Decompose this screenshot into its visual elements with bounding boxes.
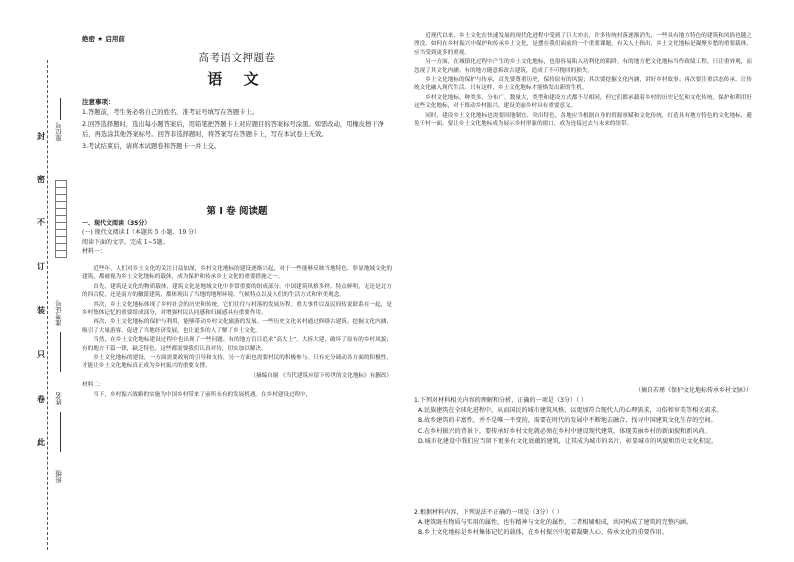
seat-number-field[interactable]: 座位号 [55, 122, 63, 142]
subsection-heading: (一) 现代文阅读 I（本题共 5 小题，19 分） [82, 229, 201, 237]
note-item: 3.考试结束后，请将本试题卷和答题卡一并上交。 [82, 143, 221, 150]
seal-char: 订 [37, 261, 45, 271]
paragraph: 近些年，人们对乡土文化的关注日益加深，乡村文化地标的建设逐渐兴起，对于一些能够反映当地特色、彰显地域文化的建筑，都被视为乡土文化地标的载体，成为保护和传承乡土文化的重要措施之一。 [82, 266, 392, 281]
seal-char: 只 [37, 349, 45, 359]
binding-margin [0, 0, 70, 562]
question-stem: 1.下列对材料相关内容的理解和分析，正确的一项是（3分）（ ） [414, 397, 588, 404]
admission-number-field[interactable]: 准考证号 [55, 300, 63, 326]
paragraph: 乡村文化地标，种类多，分布广，数量大，类型和建设方式都不尽相同，但它们都承载着乡村的历史记忆和文化传统。保护和利用好这些文化地标，对于推动乡村振兴、建设美丽乡村具有重要意义。 [414, 94, 752, 110]
material-one-text [82, 265, 392, 400]
fill-line [60, 98, 61, 120]
admission-number-grid[interactable] [55, 180, 67, 258]
fill-line [60, 412, 61, 452]
paragraph: 另一方面，在城镇化过程中产生的乡土文化地标，也很容易陷入功利化的陷阱。有的地方把文化地标当作政绩工程，只注重外观，而忽视了其文化内涵；有的地方随意拆改古建筑，造成了不可挽回的损失。 [414, 59, 752, 74]
answer-option-a[interactable]: A.建筑既有物质与实用的属性，也有精神与文化的属性，二者相辅相成，共同构成了建筑的完整内涵。 [418, 519, 693, 527]
subject-title: 语 文 [207, 70, 267, 88]
paragraph: 首先，建筑是文化的物质载体，建筑文化是地域文化中非常重要的组成部分。中国建筑风格多样、特点鲜明，无论是北方的四合院，还是南方的徽派建筑，都体现出了当地的地理环境、气候特点以及人们的生活方式和审美观念。 [82, 283, 392, 299]
question-1 [414, 396, 752, 447]
seal-line [47, 60, 48, 550]
note-item: 1.答题前，考生务必将自己的姓名、准考证号填写在答题卡上。 [82, 109, 259, 116]
question-stem: 2.根据材料内容，下列说法不正确的一项是（3分）（ ） [414, 509, 563, 516]
paragraph: 乡土文化地标的建设，一方面需要政府的引导和支持，另一方面也需要村民的积极参与。只有充分调动各方面的积极性，才能让乡土文化地标真正成为乡村振兴的重要支撑。 [82, 355, 392, 370]
material-label: 材料二： [82, 382, 105, 389]
part-heading: 第 I 卷 阅读题 [206, 206, 268, 217]
paragraph: 同时，建设乡土文化地标也需要因地制宜、突出特色。各地应当根据自身的资源禀赋和文化传统，打造具有地方特色的文化地标，避免千村一面。要让乡土文化地标成为展示乡村形象的窗口，成为连接过去与未来的纽带。 [414, 112, 752, 128]
paragraph: 其次，乡土文化地标体现了乡村社会的历史和传统。它们往往与村落的发展历程、重大事件以及民间传说联系在一起，是乡村集体记忆的重要组成部分，对增强村民认同感和归属感具有重要作用。 [82, 301, 392, 317]
section-intro [82, 219, 392, 257]
class-field[interactable]: 班级 [55, 470, 63, 483]
notes-list [82, 108, 392, 154]
answer-option-a[interactable]: A.民族建筑在全球化进程中，从而国民的城市建筑风格，以更加符合现代人的心理需求，习俗和审美等相关需求。 [418, 407, 723, 415]
name-field[interactable]: 姓名 [55, 392, 63, 405]
seal-char: 装 [37, 305, 45, 315]
paragraph: 再次，乡土文化地标的保护与利用，能够带动乡村文化旅游的发展。一些历史文化名村通过修缮古建筑、挖掘文化内涵，吸引了大量游客，促进了当地经济发展，也让更多的人了解了乡土文化。 [82, 319, 392, 334]
source-citation: （摘编自谢 《当代建筑应留下传世的文化地标》有删改） [250, 372, 392, 379]
fill-line [60, 332, 61, 372]
seal-char: 此 [37, 437, 45, 447]
question-2 [414, 508, 752, 539]
answer-option-b[interactable]: B.乡土文化地标是乡村集体记忆的载体，在乡村振兴中起着凝聚人心、传承文化的重要作用。 [418, 529, 668, 537]
paragraph: 近现代以来，乡土文化在快速发展的现代化进程中受到了巨大冲击，许多传统村落逐渐消失，一些具有地方特色的建筑和风俗也随之湮没。如何在乡村振兴中保护和传承乡土文化，是摆在我们面前的一个重要课题。有关人士指出，乡土文化地标是凝聚乡愁的重要载体，应当受到更多的重视。 [414, 33, 752, 56]
seal-char: 卷 [37, 394, 45, 404]
secret-mark: 绝密 ★ 启用前 [82, 35, 125, 43]
answer-option-d[interactable]: D.城市化建设中我们应当留下更多有文化底蕴的建筑，让其成为城市的名片，彰显城市的风貌和历史文化积淀。 [418, 437, 718, 445]
material-label: 材料一： [82, 248, 107, 256]
paragraph: 当下，乡村振兴战略的实施为中国乡村带来了前所未有的发展机遇。在乡村建设过程中， [93, 391, 312, 398]
instruction-text: 阅读下面的文字，完成 1~5题。 [82, 238, 169, 246]
seal-char: 密 [37, 174, 45, 184]
note-item: 2.回答选择题时，选出每小题答案后，用铅笔把答题卡上对应题目的答案标号涂黑。如需改动，用橡皮擦干净后，再选涂其他答案标号。回答非选择题时，将答案写在答题卡上，写在本试卷上无效。 [82, 121, 384, 138]
exam-title: 高考语文押题卷 [198, 52, 276, 64]
paragraph: 当然，在乡土文化地标建设过程中也出现了一些问题。有的地方盲目追求“高大上”，大拆大建，破坏了原有的乡村风貌；有的地方千篇一律，缺乏特色。这些都需要我们认真对待，切实加以解决。 [82, 337, 392, 352]
paragraph: 乡土文化地标的保护与传承，首先要尊重历史，保持原有的风貌；其次要挖掘文化内涵，讲好乡村故事；再次要注重活态传承，让传统文化融入现代生活。只有这样，乡土文化地标才能焕发出新的生机。 [414, 77, 752, 92]
material-two-text [414, 32, 752, 129]
seal-char: 不 [37, 217, 45, 227]
source-citation: （摘自若瑾《保护文化地标传承乡村文脉》） [634, 387, 752, 394]
seal-char: 封 [37, 131, 45, 141]
notes-heading: 注意事项： [82, 98, 115, 106]
answer-option-b[interactable]: B.故乡建筑的丰富性，并不是唯一不变的，需要在时代的发展中不断地去融合，找寻中国建筑文化生存的空间。 [418, 417, 717, 425]
answer-option-c[interactable]: C.在乡村振兴的背景下，要传承好乡村文化就必须在乡村中建设现代建筑，体现美丽乡村的新面貌和新风尚。 [418, 427, 711, 435]
section-heading: 一、现代文阅读（35分） [82, 220, 151, 227]
